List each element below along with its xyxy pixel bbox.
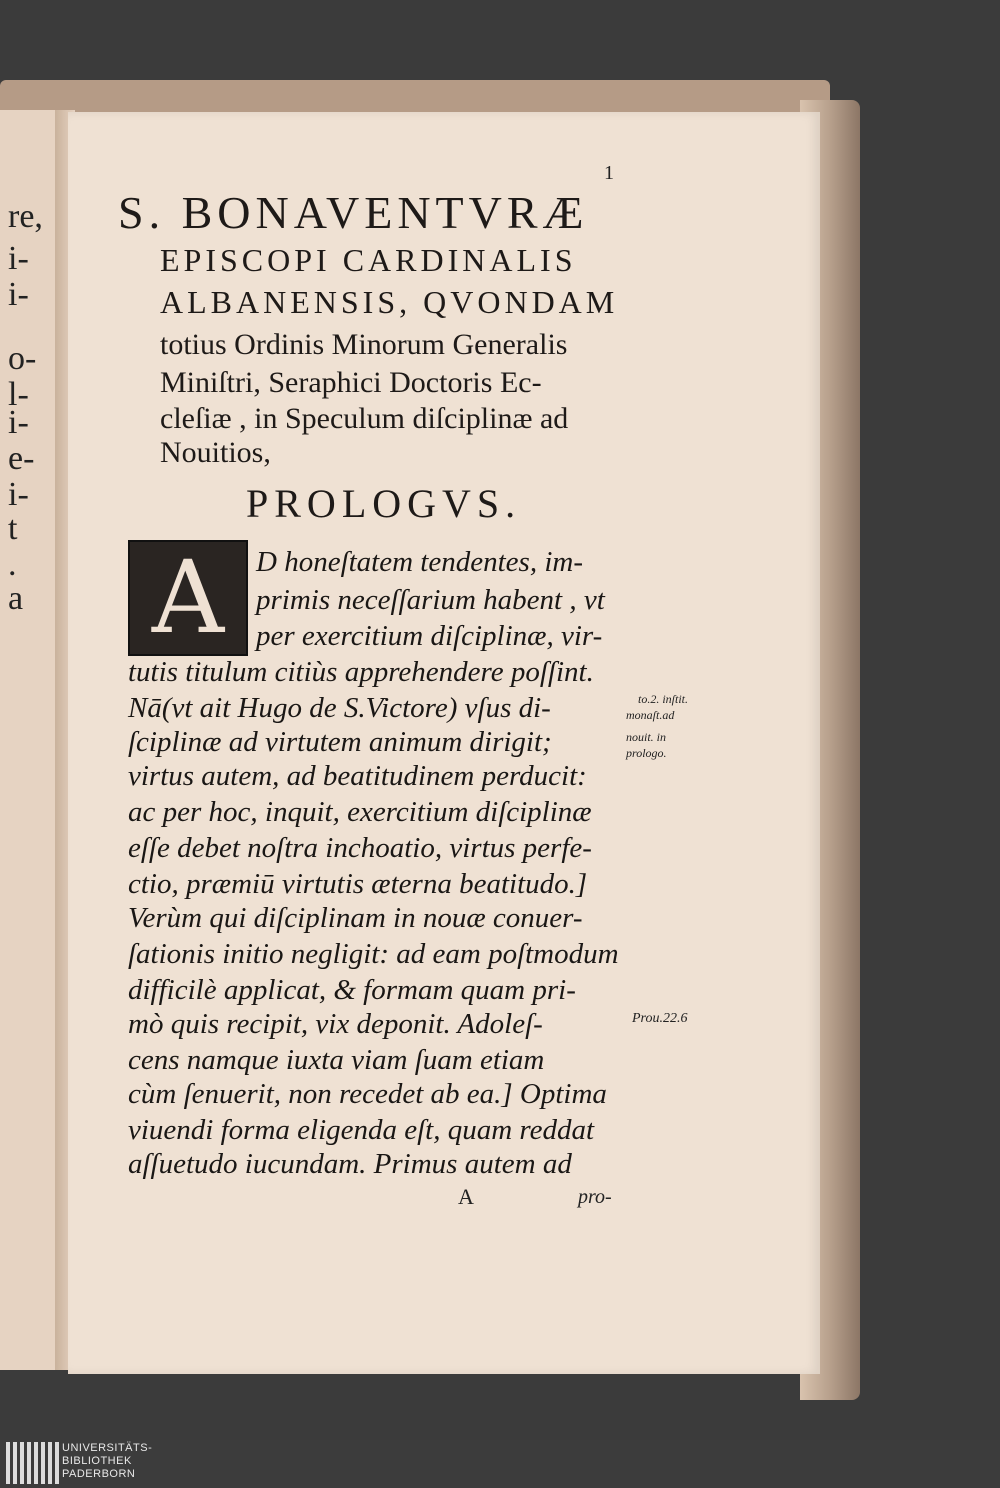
heading-line: Nouitios,: [160, 436, 271, 469]
left-fragment: o-: [8, 340, 37, 377]
left-fragment: .: [8, 546, 17, 583]
catchword: pro-: [578, 1186, 612, 1208]
text-line: cùm ſenuerit, non recedet ab ea.] Optima: [128, 1078, 607, 1110]
library-name-line: PADERBORN: [62, 1468, 136, 1480]
text-line: mò quis recipit, vix deponit. Adoleſ-: [128, 1008, 543, 1040]
text-line: difficilè applicat, & formam quam pri-: [128, 974, 576, 1006]
heading-line: Miniſtri, Seraphici Doctoris Ec-: [160, 366, 542, 399]
text-line: Nā(vt ait Hugo de S.Victore) vſus di-: [128, 692, 551, 724]
page-title: S. BONAVENTVRÆ: [118, 187, 589, 238]
text-line: ctio, præmiū virtutis æterna beatitudo.]: [128, 868, 588, 900]
left-fragment: e-: [8, 440, 35, 477]
left-fragment: i-: [8, 276, 29, 313]
decorated-initial: A: [128, 540, 248, 656]
heading-line: EPISCOPI CARDINALIS: [160, 242, 577, 278]
text-line: ac per hoc, inquit, exercitium diſciplinæ: [128, 796, 592, 828]
text-line: cens namque iuxta viam ſuam etiam: [128, 1044, 545, 1076]
marginal-note: nouit. in: [626, 730, 667, 744]
text-line: virtus autem, ad beatitudinem perducit:: [128, 760, 587, 792]
left-fragment: i-: [8, 240, 29, 277]
page-number: 1: [604, 162, 614, 184]
text-line: D honeſtatem tendentes, im-: [256, 546, 583, 578]
library-logo-icon: [6, 1442, 59, 1484]
heading-line: ALBANENSIS, QVONDAM: [160, 284, 619, 320]
marginal-note: Prou.22.6: [632, 1011, 688, 1026]
text-line: ſationis initio negligit: ad eam poſtmodum: [128, 938, 619, 970]
left-fragment: i-: [8, 404, 29, 441]
heading-line: cleſiæ , in Speculum diſciplinæ ad: [160, 402, 569, 435]
left-fragment: l-: [8, 376, 29, 413]
signature-mark: A: [458, 1184, 474, 1209]
library-name-line: BIBLIOTHEK: [62, 1455, 132, 1467]
text-line: tutis titulum citiùs apprehendere poſſint.: [128, 656, 594, 688]
marginal-note: monaſt.ad: [626, 708, 675, 722]
text-line: viuendi forma eligenda eſt, quam reddat: [128, 1114, 595, 1146]
text-line: aſſuetudo iucundam. Primus autem ad: [128, 1148, 572, 1180]
left-fragment: t: [8, 510, 18, 547]
text-line: Verùm qui diſciplinam in nouæ conuer-: [128, 902, 583, 934]
section-heading: PROLOGVS.: [246, 481, 522, 526]
left-fragment: a: [8, 580, 24, 617]
text-line: primis neceſſarium habent , vt: [256, 584, 605, 616]
heading-line: totius Ordinis Minorum Generalis: [160, 328, 568, 361]
library-name: [62, 1442, 152, 1481]
library-name-line: UNIVERSITÄTS-: [62, 1442, 153, 1454]
text-line: eſſe debet noſtra inchoatio, virtus perfe-: [128, 832, 592, 864]
marginal-note: to.2. inſtit.: [638, 692, 689, 706]
marginal-note: prologo.: [626, 746, 667, 760]
text-line: ſciplinæ ad virtutem animum dirigit;: [128, 726, 552, 758]
left-fragment: i-: [8, 476, 29, 513]
left-fragment: re,: [8, 198, 43, 235]
text-line: per exercitium diſciplinæ, vir-: [256, 620, 603, 652]
